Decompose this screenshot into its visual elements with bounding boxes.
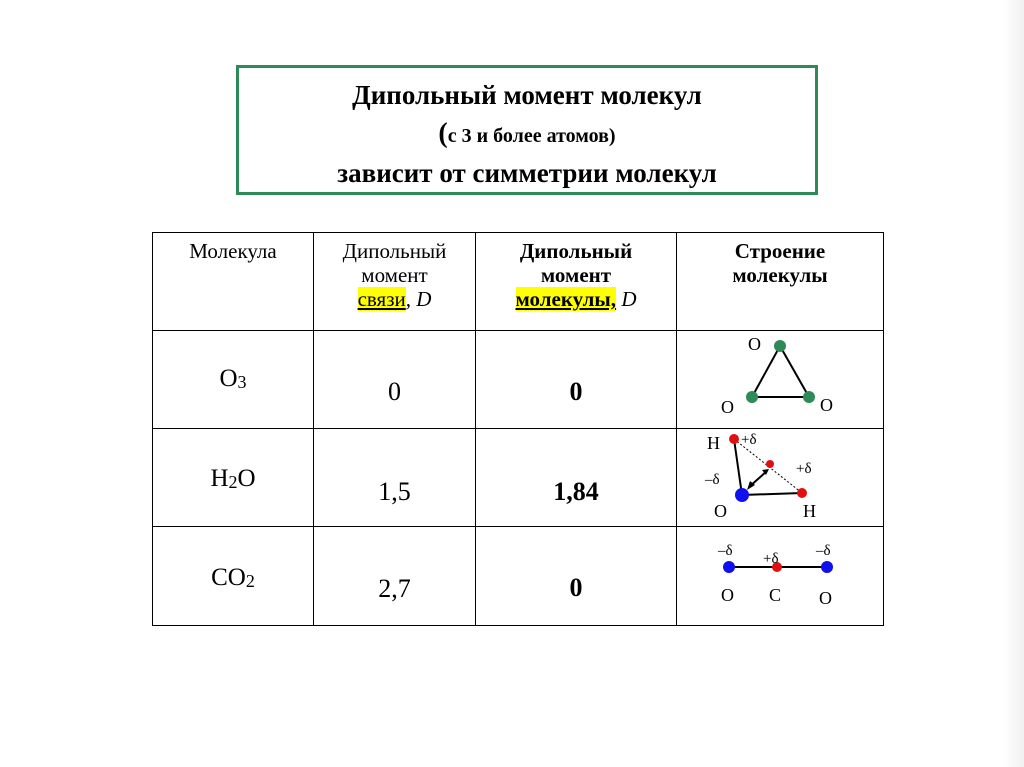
charge-label: –δ: [705, 472, 720, 488]
molecule-cell: [153, 331, 314, 429]
header-bond-dipole-line2: момент: [361, 263, 428, 287]
title-line-2-text: с 3 и более атомов): [447, 125, 616, 147]
atom-label: O: [748, 334, 761, 354]
dipole-table: [152, 232, 884, 626]
atom-label: O: [721, 397, 734, 417]
oxygen-atom: [746, 391, 758, 403]
atom-label: O: [820, 395, 833, 415]
header-structure-line1: Строение: [734, 239, 826, 263]
ozone-diagram: [677, 331, 883, 423]
molecule-formula: [153, 465, 313, 493]
header-structure-label: [677, 233, 883, 287]
bond-dipole-cell: [314, 429, 476, 527]
charge-label: +δ: [796, 461, 812, 477]
molecule-cell: [153, 527, 314, 626]
table-row: [153, 331, 884, 429]
header-structure-line2: молекулы: [732, 263, 828, 287]
charge-label: –δ: [718, 543, 733, 559]
formula-main: O: [219, 365, 238, 392]
header-mol-dipole-highlight: молекулы,: [515, 287, 617, 311]
molecule-formula: [153, 365, 313, 393]
header-mol-dipole-line1: Дипольный: [519, 239, 633, 263]
title-line-1: Дипольный момент молекул: [352, 80, 702, 110]
water-diagram: [677, 429, 883, 521]
atom-label: H: [803, 501, 816, 521]
formula-sub: 2: [228, 472, 238, 492]
oxygen-atom: [735, 488, 749, 502]
charge-label: +δ: [763, 551, 779, 567]
oxygen-atom: [821, 561, 833, 573]
header-molecule: [153, 233, 314, 331]
hydrogen-atom: [729, 434, 739, 444]
header-bond-dipole-line1: Дипольный: [342, 239, 447, 263]
structure-cell: [677, 429, 884, 527]
formula-main: CO: [211, 564, 246, 591]
header-bond-dipole-unit: , D: [405, 287, 432, 311]
atom-label: O: [721, 585, 734, 605]
formula-sub: 3: [237, 372, 247, 392]
charge-label: –δ: [816, 543, 831, 559]
atom-label: O: [819, 588, 832, 608]
atom-label: H: [707, 433, 720, 453]
molecule-formula: [153, 564, 313, 592]
header-mol-dipole-unit: D: [616, 287, 637, 311]
title-paren: (: [438, 118, 448, 149]
slide-edge: [1002, 0, 1024, 767]
header-bond-dipole: [314, 233, 476, 331]
header-molecule-label: Молекула: [189, 239, 277, 263]
header-bond-dipole-label: [314, 233, 475, 311]
header-mol-dipole-label: [476, 233, 676, 311]
bond-line: [780, 346, 809, 397]
molecule-cell: [153, 429, 314, 527]
bond-dipole-cell: [314, 527, 476, 626]
bond-dipole-value: 0: [388, 377, 401, 406]
header-mol-dipole: [476, 233, 677, 331]
table-header-row: [153, 233, 884, 331]
header-structure: [677, 233, 884, 331]
table-row: [153, 429, 884, 527]
title-line-3: зависит от симметрии молекул: [337, 158, 717, 188]
formula-main: H: [210, 465, 229, 492]
mol-dipole-value: 0: [569, 573, 583, 602]
charge-label: +δ: [741, 432, 757, 448]
formula-sub: 2: [245, 571, 255, 591]
hydrogen-atom: [797, 488, 807, 498]
mol-dipole-cell: [476, 331, 677, 429]
bond-dipole-cell: [314, 331, 476, 429]
header-mol-dipole-line2: момент: [540, 263, 612, 287]
title-line-2: [239, 118, 815, 150]
structure-cell: [677, 331, 884, 429]
structure-cell: [677, 527, 884, 626]
mol-dipole-value: 1,84: [553, 477, 599, 506]
oxygen-atom: [774, 340, 786, 352]
bond-line: [742, 493, 802, 495]
mol-dipole-cell: [476, 527, 677, 626]
formula-tail: O: [237, 465, 256, 492]
mol-dipole-value: 0: [569, 377, 583, 406]
bond-dipole-value: 2,7: [378, 574, 411, 603]
atom-label: C: [769, 585, 782, 605]
mol-dipole-cell: [476, 429, 677, 527]
title-box: [236, 65, 818, 195]
center-dot: [766, 460, 774, 468]
table-row: [153, 527, 884, 626]
co2-diagram: [677, 527, 883, 620]
oxygen-atom: [803, 391, 815, 403]
oxygen-atom: [723, 561, 735, 573]
bond-dipole-value: 1,5: [378, 477, 411, 506]
atom-label: O: [714, 501, 727, 521]
header-bond-dipole-highlight: связи: [357, 287, 406, 311]
